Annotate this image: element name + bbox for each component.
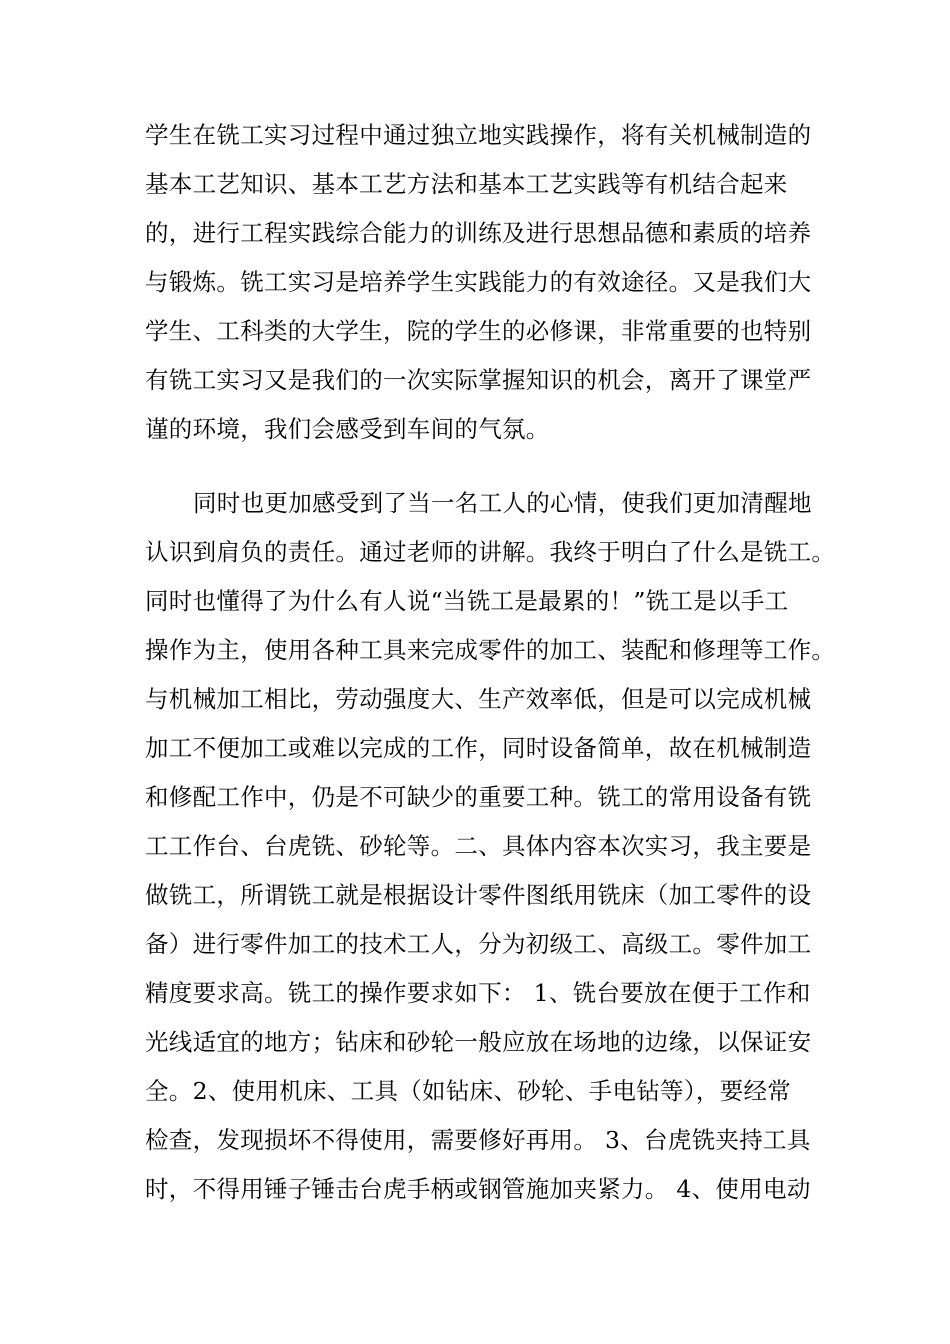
text-line: 与机械加工相比，劳动强度大、生产效率低，但是可以完成机械 (145, 685, 812, 713)
text-line: 有铣工实习又是我们的一次实际掌握知识的机会，离开了课堂严 (145, 366, 812, 394)
text-line: 做铣工，所谓铣工就是根据设计零件图纸用铣床（加工零件的设 (145, 881, 812, 909)
text-line: 与锻炼。铣工实习是培养学生实践能力的有效途径。又是我们大 (145, 268, 812, 296)
text-line: 备）进行零件加工的技术工人，分为初级工、高级工。零件加工 (145, 930, 812, 958)
text-line: 学生在铣工实习过程中通过独立地实践操作，将有关机械制造的 (145, 121, 812, 149)
text-line: 认识到肩负的责任。通过老师的讲解。我终于明白了什么是铣工。 (145, 538, 836, 566)
text-line: 时，不得用锤子锤击台虎手柄或钢管施加夹紧力。 4、使用电动 (145, 1175, 811, 1203)
text-line: 检查，发现损坏不得使用，需要修好再用。 3、台虎铣夹持工具 (145, 1126, 811, 1154)
text-line: 操作为主，使用各种工具来完成零件的加工、装配和修理等工作。 (145, 636, 836, 664)
text-line: 学生、工科类的大学生，院的学生的必修课，非常重要的也特别 (145, 317, 812, 345)
text-line: 工工作台、台虎铣、砂轮等。二、具体内容本次实习，我主要是 (145, 832, 812, 860)
text-line: 加工不便加工或难以完成的工作，同时设备简单，故在机械制造 (145, 734, 812, 762)
text-line: 谨的环境，我们会感受到车间的气氛。 (145, 415, 550, 443)
text-line: 的，进行工程实践综合能力的训练及进行思想品德和素质的培养 (145, 219, 812, 247)
text-line: 同时也懂得了为什么有人说“当铣工是最累的！”铣工是以手工 (145, 587, 789, 615)
text-line: 和修配工作中，仍是不可缺少的重要工种。铣工的常用设备有铣 (145, 783, 812, 811)
text-line: 全。2、使用机床、工具（如钻床、砂轮、手电钻等），要经常 (145, 1077, 792, 1105)
text-line: 光线适宜的地方；钻床和砂轮一般应放在场地的边缘，以保证安 (145, 1028, 812, 1056)
text-line: 同时也更加感受到了当一名工人的心情，使我们更加清醒地 (193, 489, 812, 517)
text-line: 基本工艺知识、基本工艺方法和基本工艺实践等有机结合起来 (145, 170, 788, 198)
text-line: 精度要求高。铣工的操作要求如下： 1、铣台要放在便于工作和 (145, 979, 811, 1007)
